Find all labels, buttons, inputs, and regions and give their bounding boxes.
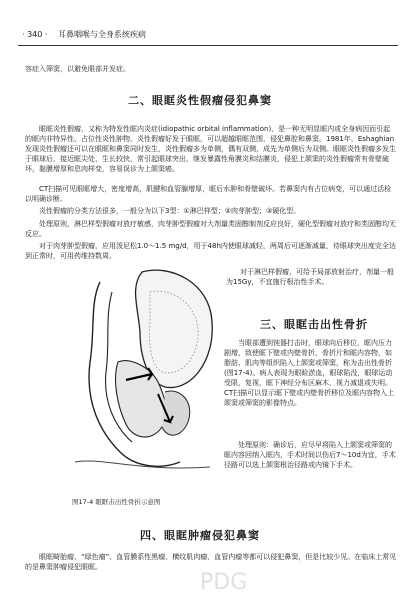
intro-line: 容症入筛窦，以避免眼部并发症。 xyxy=(25,65,130,73)
page-number: · 340 · xyxy=(22,30,48,39)
section-2-para-3: 炎性假瘤的分类方法很多，一般分为以下3型：①淋巴样型；②肉芽肿型；③硬化型。 xyxy=(39,207,301,215)
section-3-para-1: 当眼部遭到钝器打击时，眼球向后移位，眶内压力剧增，致使眶下壁或内壁骨折，骨折片和眶内容物，如脂肪、肌肉等组织陷入上颌窦或筛窦，称为击出性骨折(图17-4)。病人表现为眼睑淤血，眼球陷没，眼球运动受限，复视，眶下神经分布区麻木，视力减退或失明。CT扫描可以显示眶下壁或内壁骨折移位及眶内容物入上颌窦或筛窦的影像特点。 xyxy=(224,339,395,407)
header-rule xyxy=(18,45,398,46)
section-3-title: 三、眼眶击出性骨折 xyxy=(260,318,368,331)
running-header xyxy=(22,29,146,40)
section-3-para-2: 处理原则：确诊后，应尽早将陷入上颌窦或筛窦的眶内容回纳入眶内，手术时间以伤后7～10d为宜，手术径路可以选上颌窦根治径路或内镜下手术。 xyxy=(224,441,396,469)
running-title: 耳鼻咽喉与全身系统疾病 xyxy=(58,30,146,39)
section-2-para-4: 处理原则，淋巴样型假瘤对放疗敏感，肉芽肿型假瘤对大剂量类固醇制剂反应良好，硬化型假瘤对放疗和类固醇均无反应。 xyxy=(25,220,396,238)
section-2-para-2: CT扫描可见眼眶增大，密度增高，肌腱和血管腺增厚，眶后水肿和骨壁破坏。若鼻窦内有占位病变，可以通过活检以明确诊断。 xyxy=(25,185,392,203)
section-4-title: 四、眼眶肿瘤侵犯鼻窦 xyxy=(140,529,260,542)
section-4-para-1: 眼眶畸胎瘤、“绿色瘤”、血管膜系性黑瘤、横纹肌肉瘤、血管内瘤等都可以侵犯鼻窦，但是比较少见。在临床上常见的是鼻窦肿瘤侵犯眼眶。 xyxy=(25,553,397,571)
section-2-para-5: 对于肉芽肿型假瘤，应用泼尼松1.0～1.5 mg/d，用于48h内使眼球减轻，两周后可逐渐减量，待眼球突出度完全达到正常时，可用药维持数周。 xyxy=(25,242,396,260)
figure-caption: 图17-4 眼眶击出性骨折示意图 xyxy=(72,498,161,506)
blowout-fracture-figure xyxy=(70,262,220,480)
section-2-title: 二、眼眶炎性假瘤侵犯鼻窦 xyxy=(128,94,272,107)
watermark: PDG xyxy=(200,570,248,595)
section-2-para-1: 眼眶炎性假瘤，又称为特发性眶内炎症(idiopathic orbital inflammation)，是一种无明显眶内或全身病因而引起的眶内非特异性、占位性炎性肿物。炎性假瘤好发于眼眶，可以超越眼眶范围，侵犯鼻腔和鼻窦。1981年，Eshaghian发现炎性假瘤还可以在眼眶和鼻窦同时发生，炎性假瘤多为单侧，偶有双侧，成先为单侧后为双侧。眼眶炎性假瘤多发生于眼球后，接近眶尖处，生长较快，常引起眼球突出，继发暴露性角膜炎和结膜炎，侵犯上颌窦的炎性假瘤常有骨壁破坏，黏膜增厚和息肉样变，容易误诊为上颌窦癌。 xyxy=(25,125,396,173)
section-2-para-6: 对于淋巴样假瘤，可给予局部放射治疗，剂量一般为15Gy，不宜施行根治性手术。 xyxy=(226,268,394,286)
